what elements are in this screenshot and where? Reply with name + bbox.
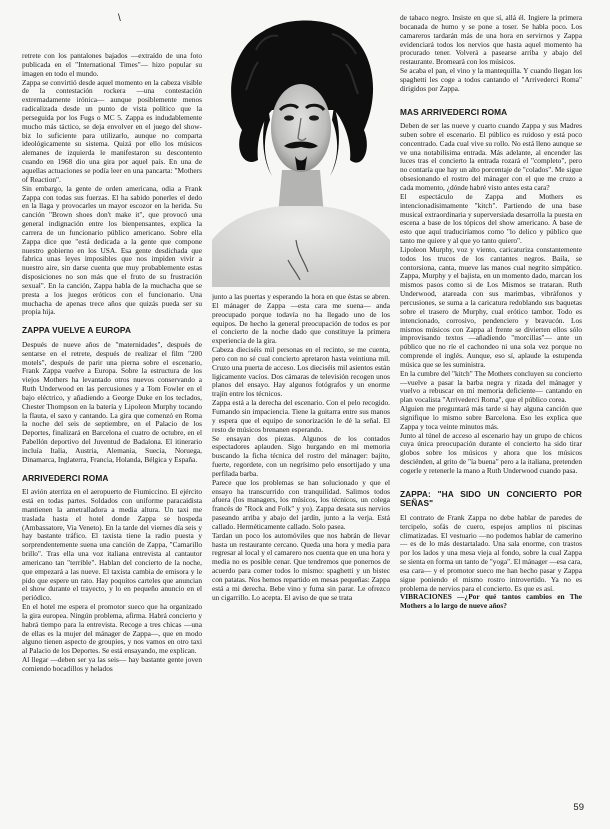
paragraph: En la cumbre del "kitch" The Mothers concluyen su concierto —vuelve a pasar la barba negra y rizada del mánager y vuelvo a rebuscar en mi memoria deficiente— cantando en plan vocalista "Arrivederci Roma", que el público corea. bbox=[400, 368, 582, 405]
paragraph: El contrato de Frank Zappa no debe hablar de paredes de tercipelo, sofás de cuero, espejos amplios ni piscinas climatizadas. El vestuario —no podemos hablar de camerino— es de lo más destartalado. Una sala enorme, con trastos por los lados y una mesa vieja al fondo, sobre la cual Zappa se sienta en forma un tanto de "yoga". El mánager —esa cara, esa cara— y el promotor sueco me han hecho pasar y Zappa sigue poniendo el mismo rostro introvertido. Ya no es problema de nervios para el concierto. Es que es así. bbox=[400, 512, 582, 593]
paragraph: El espectáculo de Zappa and Mothers es intencionadísimamente "kitch". Partiendo de una base musical extraordinaria y superversiada desarrolla la puesta en escena a base de los tópicos del show americano. A base de esto que aquí traduciríamos como "lo delico y público que tanto me quiere y al que yo tanto quiero". bbox=[400, 191, 582, 246]
paragraph: junto a las puertas y esperando la hora en que éstas se abren. El mánager de Zappa —esta cara me suena— anda preocupado porque todavía no ha llegado uno de los equipos. De hecho la general preocupación de todos es por el concierto de la noche dado que constituye la primera experiencia de la gira. bbox=[212, 293, 390, 346]
paragraph: Zappa se convirtió desde aquel momento en la cabeza visible de la contestación rockera —una contestación extremadamente irónica— aunque posiblemente menos radicalizada desde un punto de vista político que la perseguida por los Fugs o MC 5. Zappa es indudablemente mucho más táctico, se deja envolver en el juego del show-biz lo suficiente para utilizarlo, aunque no comparta ideológicamente su sistema. Quizá por ello los músicos alemanes de izquierda le manifestaron su descontento cuando en 1968 dio una gira por aquel país. En una de aquellas actuaciones se podía leer en una pancarta: "Mothers of Reaction". bbox=[22, 77, 202, 184]
paragraph: Se acaba el pan, el vino y la mantequilla. Y cuando llegan los spaghetti les coge a todos cantando el "Arrivederci Roma" dirigidos por Zappa. bbox=[400, 66, 582, 93]
section-heading: ZAPPA: "HA SIDO UN CONCIERTO POR SEÑAS" bbox=[400, 488, 582, 509]
interview-question: VIBRACIONES —¿Por qué tantos cambios en The Mothers a lo largo de nueve años? bbox=[400, 592, 582, 611]
paragraph: Junto al túnel de acceso al escenario hay un grupo de chicos cuya única preocupación durante el concierto ha sido tirar globos sobre los músicos y ahora que los músicos desciénden, al grito de "ía buena" pero a la italiana, pretenden cogerle y retenerle la mano a Ruth Underwood cuando pasa. bbox=[400, 430, 582, 475]
paragraph: Se ensayan dos piezas. Algunos de los contados espectadores aplauden. Sigo hurgando en mi memoria buscando la ficha técnica del rostro del mánager: bajito, fuerte, regordete, con un negrísimo pelo ensortijado y una perfilada barba. bbox=[212, 433, 390, 478]
paragraph: Parece que los problemas se han solucionado y que el ensayo ha transcurrido con tranquilidad. Salimos todos afuera (los managers, los músicos, los técnicos, un colega francés de "Rock and Folk" y yo). Zappa desata sus nervios paseando arriba y abajo del jardín, junto a la verja. Está callado. Herméticamente callado. Solo pasea. bbox=[212, 477, 390, 531]
paragraph: El avión aterriza en el aeropuerto de Fiumiccino. El ejército está en todas partes. Soldados con uniforme paracaidista mantienen la ametralladora a media altura. Un taxi me traslada hasta el hotel donde Zappa se hospeda (Ambassatore, Via Veneto). En la tarde del viernes día seis y hay bastante tráfico. El taxista tiene la radio puesta y sorprendentemente suena una canción de Zappa, "Camarillo brillo". Tras ella una voz italiana entrevista al cantautor americano tan "terrible". Hablan del concierto de la noche, que empezará a las nueve. El taxista cambia de emisora y le pido que espere un rato. Hay poquitos carteles que anuncian el show durante el trayecto, y lo en pequeño anuncio en el periódico. bbox=[22, 487, 202, 603]
column-right bbox=[400, 14, 582, 822]
paragraph: Después de nueve años de "maternidades", después de sentarse en el retrete, después de realizar el film "200 motels", después de parir una pierna sobre el escenario, Frank Zappa vuelve a Europa. Sobre la estructura de los viejos Mothers ha levantado otros nuevos conservando a Ruth Underwood en las percusiones y a Tom Fowler en el bajo eléctrico, y añadiendo a George Duke en los teclados, Chester Thompson en la batería y Lipoleon Murphy tocando la flauta, el saxo y cantando. La gira que comenzó en Roma la noche del seis de septiembre, en el Palacio de los Deportes, finalizará en Barcelona el cuatro de octubre, en el Pabellón deportivo del Juventud de Badalona. El itinerario incluía Italia, Austria, Alemania, Suecia, Noruega, Dinamarca, Inglaterra, Francia, Holanda, Bélgica y España. bbox=[22, 339, 202, 464]
paragraph: Al llegar —deben ser ya las seis— hay bastante gente joven comiendo bocadillos y helados bbox=[22, 655, 202, 673]
paragraph: Cabeza dieciséis mil personas en el recinto, se me cuenta, pero con no sé cual concierto apretaron hasta veintiuna mil. Cruzo una puerta de acceso. Los dieciséis mil asientos están ligicamente vacíos. Dos cámaras de televisión recogen unos planos del ensayo. Hay algunos fotógrafos y un enorme trajín entre los técnicos. bbox=[212, 345, 390, 399]
paragraph: Zappa está a la derecha del escenario. Con el pelo recogido. Fumando sin impaciencia. Tiene la guitarra entre sus manos y espera que el equipo de sonorización le dé la señal. El resto de músicos brenanen esperando. bbox=[212, 398, 390, 434]
paragraph: de tabaco negro. Insiste en que sí, allá él. Ingiere la primera bocanada de humo y se pone a toser. Se habla poco. Los camareros tardarán más de una hora en servirnos y Zappa evidenciará todos los nervios que hasta aquel momento ha procurado tener. Volverá a pasearse arriba y abajo del restaurante. Bromeará con los músicos. bbox=[400, 14, 582, 67]
paragraph: En el hotel me espera el promotor sueco que ha organizado la gira europea. Ningún problema, afirma. Habrá concierto y habrá tiempo para la entrevista. Recoge a tres chicas —una de ellas es la mujer del mánager de Zappa—, que en modo alguno tienen aspecto de groupies, y nos vamos en otro taxi al Palacio de los Deportes. Se está ensayando, me explican. bbox=[22, 602, 202, 656]
corner-mark: \ bbox=[118, 13, 121, 24]
paragraph: Sin embargo, la gente de orden americana, odia a Frank Zappa con todas sus fuerzas. El ha sabido ponerles el dedo en la llaga y provocarles un mayor escozor en la herida. Su canción "Brown shoes don't make it", que provocó una general indignación entre los bienpensantes, explica la carrera de un funcionario público americano. Sobre ella Zappa dice que "está dedicada a la gente que compone nuestro gobierno en los USA. Esa gente desdichada que fabrica unas leyes imposibles que nos impiden vivir a nuestro aire, sin darse cuenta que muy probablemente estas disposiciones no son más que el fruto de su frustración sexual". En la canción, Zappa habla de la muchacha que se presta a los juegos eróticos con el funcionario. Una muchacha de apenas trece años que quizás pueda ser su propia hija. bbox=[22, 183, 202, 317]
column-middle bbox=[212, 293, 390, 823]
paragraph: retrete con los pantalones bajados —extraído de una foto publicada en el "International Times"— hizo popular su imagen en todo el mundo. bbox=[22, 52, 202, 78]
paragraph: Alguien me preguntará más tarde si hay alguna canción que signifique lo mismo sobre Barcelona. Eso les explica que Zappa y toca veinte minutos más. bbox=[400, 404, 582, 431]
section-heading: ZAPPA VUELVE A EUROPA bbox=[22, 325, 132, 336]
section-heading: MAS ARRIVEDERCI ROMA bbox=[400, 106, 508, 117]
section-heading: ARRIVEDERCI ROMA bbox=[22, 472, 109, 483]
zappa-portrait-photo bbox=[212, 10, 390, 287]
portrait-illustration bbox=[212, 10, 390, 287]
page-number: 59 bbox=[573, 802, 584, 813]
paragraph: Lipoleon Murphy, voz y viento, caricaturiza constantemente todos los trucos de los cantantes negros. Baila, se contorsiona, canta, mueve las manos cual negrito simpático. Zappa, Murphy y el bajista, en un momento dado, marcan los mismos pasos como si de Los Mismos se trataran. Ruth Underwood, atareada con sus marimbas, vibráfonos y percusiones, se suma a la caricatura redoblando sus baquetas sobre el trasero de Murphy, cual erótico tambor. Todo es intencionado, corrosivo, pendenciero y bravucón. Los mismos músicos con Zappa al frente se divierten ellos sólo improvisando textos —añadiendo "morcillas"— ante un público que no ríe el cachondeo ni una sola vez porque no comprende el inglés. Aunque, eso sí, aplaude la estupenda música que se les suministra. bbox=[400, 244, 582, 369]
paragraph: Tardan un poco los automóviles que nos habrán de llevar hasta un restaurante cercano. Queda una hora y media para regresar al local y el camarero nos cuenta que en una hora y media no es posible cenar. Que tendremos que ponernos de acuerdo para comer todos lo mismo: spaghetti y un bistec con patatas. Nos hemos repartido en mesas pequeñas: Zappa está a mi derecha. Bebe vino y fuma sin parar. Le ofrezco un cigarrillo. Lo acepta. El aviso de que se trata bbox=[212, 530, 390, 602]
paragraph: Deben de ser las nueve y cuarto cuando Zappa y sus Madres suben sobre el escenario. El público es ruidoso y está poco concentrado. Cada cual vive su rollo. No está lleno aunque se ve una notabilísima entrada. Más adelante, al encender las luces tras el concierto la entrada rozará el "completo", pero no contaría que hay un alto porcentaje de "colados". Me sigue obsesionando el rostro del mánager con el que me cruzo a cada momento, ¿dónde habré visto antes esta cara? bbox=[400, 121, 582, 192]
column-left bbox=[22, 52, 202, 822]
